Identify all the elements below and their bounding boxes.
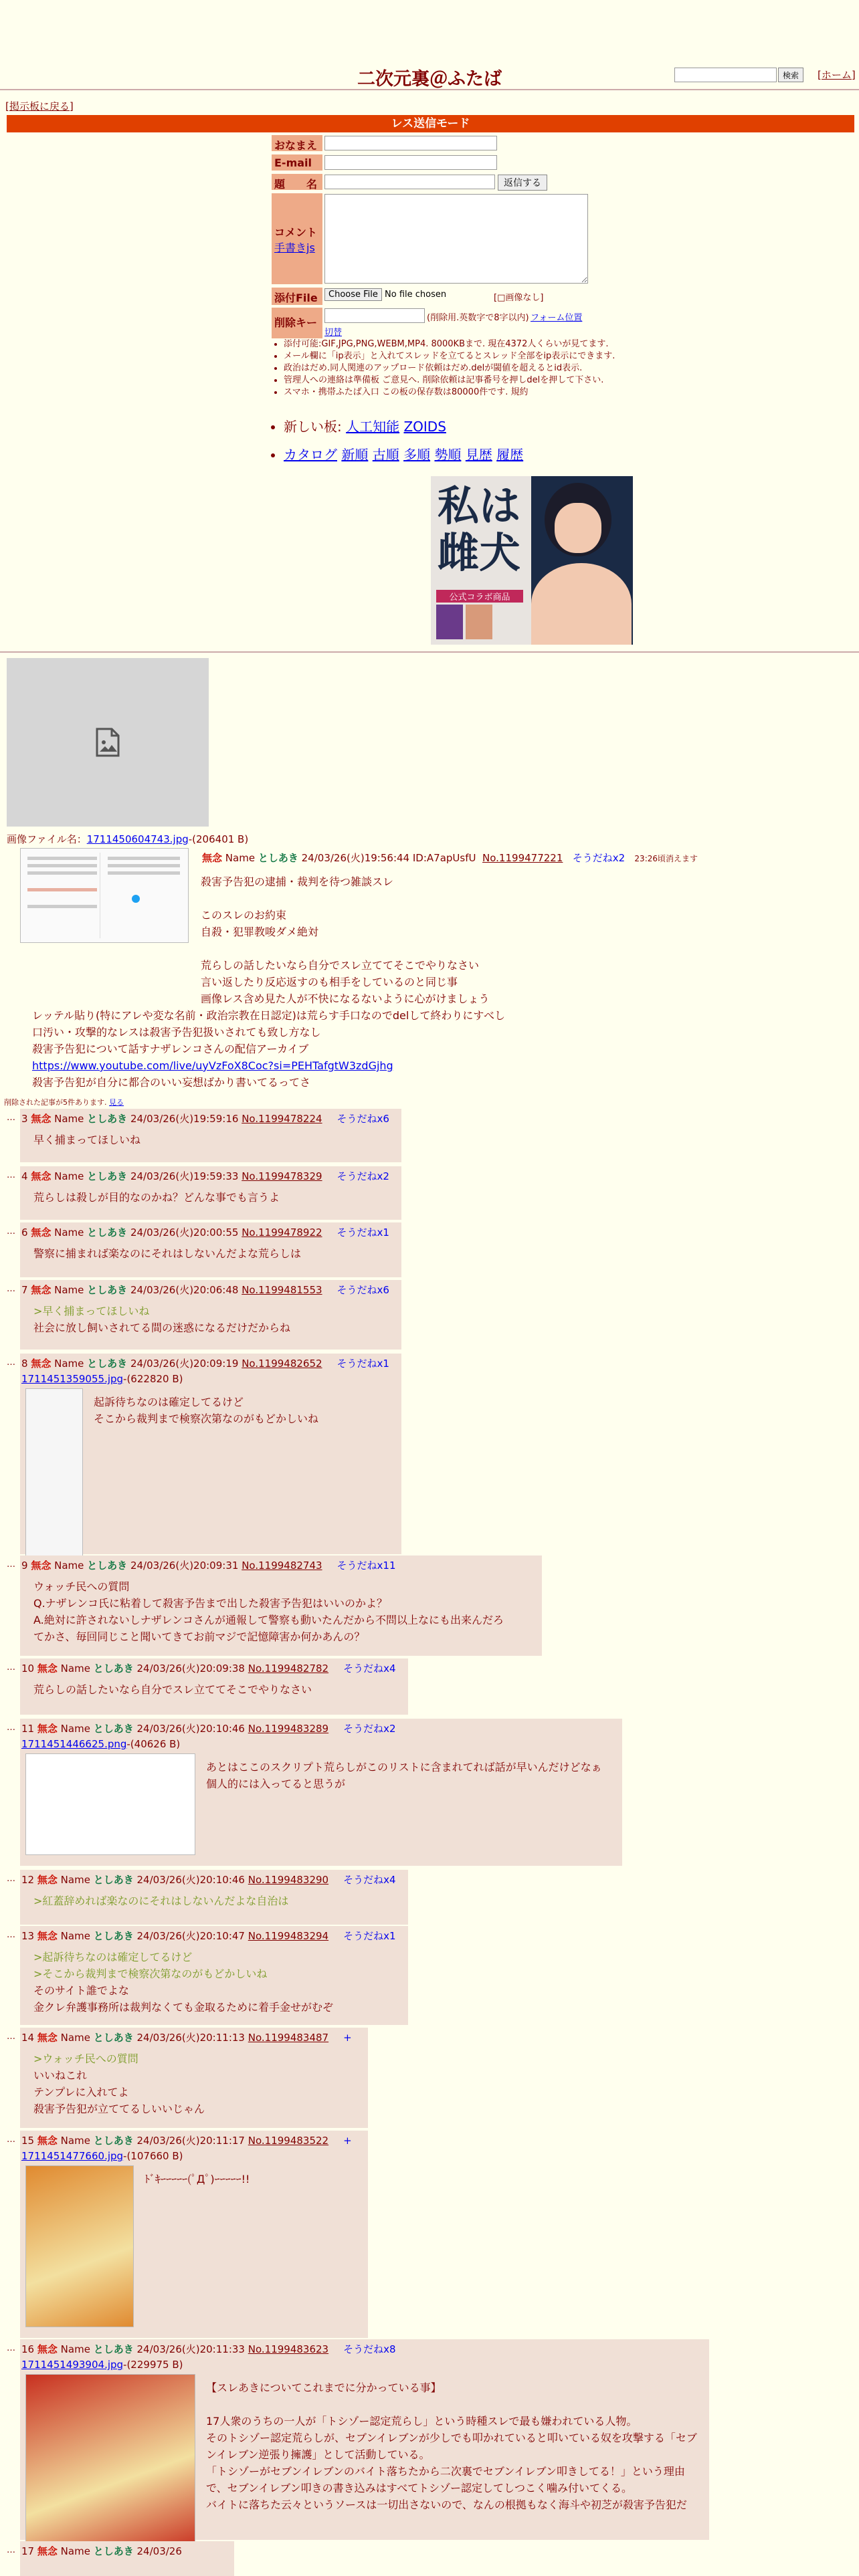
op-header [202, 851, 698, 865]
reply-post [20, 1719, 622, 1866]
reply-datetime: 24/03/26(火)20:00:55 [130, 1226, 239, 1239]
reply-name: としあき [87, 1358, 128, 1370]
op-line: 自殺・犯罪教唆ダメ絶対 [201, 926, 319, 938]
sodane-button[interactable]: そうだねx8 [343, 2343, 396, 2355]
reply-line: 金クレ弁護事務所は裁判なくても金取るために着手金せがむぞ [33, 2001, 334, 2014]
reply-file-size: -(107660 B) [123, 2150, 183, 2162]
reply-file-info [20, 1738, 622, 1750]
choose-file-button[interactable]: Choose File [324, 288, 382, 301]
ad-title-line1: 私は [438, 481, 521, 530]
reply-body [33, 2050, 363, 2117]
catalog-link[interactable]: カタログ [284, 447, 337, 463]
reply-datetime: 24/03/26(火)20:11:33 [136, 2343, 245, 2355]
catalog-nav [272, 444, 523, 463]
op-line [201, 940, 508, 957]
reply-line: ウォッチ民への質問 [33, 1580, 130, 1593]
reply-file-size: -(229975 B) [123, 2359, 183, 2371]
op-image-placeholder[interactable] [7, 658, 209, 827]
op-youtube-link[interactable]: https://www.youtube.com/live/uyVzFoX8Coc?si=PEHTafgtW3zdGjhg [32, 1059, 393, 1072]
reply-name-label: Name [54, 1560, 84, 1572]
show-deleted-link[interactable]: 見る [109, 1098, 124, 1107]
reply-name: としあき [93, 2135, 134, 2147]
ad-banner[interactable] [431, 476, 633, 645]
reply-body [33, 1578, 537, 1645]
reply-body [33, 1303, 396, 1336]
reply-name: としあき [87, 1226, 128, 1239]
name-field[interactable] [324, 136, 497, 150]
comment-label-text: コメント [274, 226, 318, 239]
reply-line: いいねこれ [33, 2069, 88, 2082]
reply-line: >早く捕まってほしいね [33, 1305, 150, 1317]
reply-number[interactable]: No.1199482743 [242, 1560, 322, 1572]
op-file-link[interactable]: 1711450604743.jpg [86, 833, 189, 845]
reply-marker: … [7, 2032, 15, 2042]
ad-product-thumb [466, 605, 492, 639]
reply-name-label: Name [54, 1113, 84, 1125]
op-expire: 23:26頃消えます [634, 854, 698, 863]
note-item: • 政治はだめ.同人関連のアップロード依頼はだめ.delが閾値を超えるとid表示. [284, 362, 618, 374]
reply-name: としあき [93, 1723, 134, 1735]
reply-post [20, 2131, 368, 2338]
name-label: おなまえ [272, 135, 322, 151]
reply-name-label: Name [54, 1284, 84, 1296]
reply-number[interactable]: No.1199483487 [248, 2032, 329, 2044]
reply-subject: 無念 [31, 1170, 52, 1182]
reply-post [20, 2339, 709, 2540]
ad-title-line2: 雌犬 [438, 528, 521, 577]
sodane-button[interactable]: そうだねx1 [343, 1930, 396, 1942]
subject-field[interactable] [324, 175, 495, 189]
submit-reply-button[interactable]: 返信する [498, 175, 547, 191]
search-button[interactable]: 検索 [778, 68, 803, 82]
reply-marker: … [7, 1358, 15, 1368]
reply-index: 6 [21, 1226, 28, 1239]
reply-name-label: Name [60, 2135, 90, 2147]
reply-name: としあき [93, 2545, 134, 2557]
reply-body [33, 1949, 403, 2016]
op-line: 画像レス含め見た人が不快になるないように心がけましょう [201, 992, 490, 1005]
file-label: 添付File [272, 288, 322, 305]
op-line: 殺害予告犯が自分に都合のいい妄想ばかり書いてるってさ [32, 1076, 311, 1089]
sodane-button[interactable]: そうだねx4 [343, 1874, 396, 1886]
reply-post [20, 1280, 401, 1350]
reply-marker: … [7, 1560, 15, 1570]
reply-file-link[interactable]: 1711451477660.jpg [21, 2150, 124, 2162]
reply-line: 【スレあきについてこれまでに分かっている事】 [206, 2381, 442, 2394]
reply-index: 7 [21, 1284, 28, 1296]
reply-line: あとはここのスクリプト荒らしがこのリストに含まれてれば話が早いんだけどなぁ [206, 1761, 602, 1774]
reply-body [33, 1681, 403, 1698]
reply-number[interactable]: No.1199478922 [242, 1226, 322, 1239]
deleted-posts-note [4, 1097, 124, 1107]
reply-datetime: 24/03/26(火)20:10:46 [136, 1723, 245, 1735]
broken-image-icon [94, 728, 121, 757]
email-label: E-mail [272, 154, 322, 171]
reply-subject: 無念 [37, 1723, 58, 1735]
reply-body [33, 1893, 403, 1909]
board-title: 二次元裏＠ふたば [357, 69, 502, 90]
reply-name: としあき [87, 1113, 128, 1125]
reply-datetime: 24/03/26(火)20:11:17 [136, 2135, 245, 2147]
reply-post [20, 1555, 542, 1656]
reply-name-label: Name [54, 1170, 84, 1182]
reply-subject: 無念 [31, 1358, 52, 1370]
reply-datetime: 24/03/26(火)20:09:31 [130, 1560, 239, 1572]
reply-body [94, 1394, 396, 1427]
reply-post [20, 1354, 401, 1554]
reply-body [145, 2171, 363, 2187]
reply-line: 殺害予告犯が立ててるしいいじゃん [33, 2103, 205, 2115]
delete-key-note: (削除用.英数字で8字以内) [427, 313, 529, 323]
reply-index: 3 [21, 1113, 28, 1125]
catalog-nav-item [284, 444, 523, 463]
reply-marker: … [7, 2545, 15, 2555]
op-subject: 無念 [202, 852, 223, 864]
sodane-button[interactable]: そうだねx2 [337, 1170, 389, 1182]
back-to-board-link[interactable]: [掲示板に戻る] [5, 100, 74, 112]
board-notes [272, 338, 618, 399]
op-line: 殺害予告犯の逮捕・裁判を待つ雑談スレ [201, 875, 394, 888]
reply-line: ﾄﾞｷｰｰｰｰｰ(ﾟДﾟ)ｰｰｰｰｰ!! [145, 2173, 250, 2185]
op-line: このスレのお約束 [201, 909, 287, 922]
reply-index: 14 [21, 2032, 35, 2044]
reply-name: としあき [87, 1170, 128, 1182]
reply-number[interactable]: No.1199481553 [242, 1284, 322, 1296]
sodane-button[interactable]: そうだねx6 [337, 1284, 389, 1296]
ad-product-thumb [436, 605, 463, 639]
reply-file-link[interactable]: 1711451446625.png [21, 1738, 127, 1750]
reply-body [206, 2379, 704, 2513]
reply-line: 荒らしの話したいなら自分でスレ立ててそこでやりなさい [33, 1683, 312, 1696]
reply-post [20, 1926, 408, 2025]
reply-post [20, 1109, 401, 1162]
reply-name: としあき [93, 1930, 134, 1942]
reply-datetime: 24/03/26(火)20:11:13 [136, 2032, 245, 2044]
reply-subject: 無念 [31, 1113, 52, 1125]
reply-number[interactable]: No.1199483294 [248, 1930, 329, 1942]
old-order-link[interactable]: 古順 [372, 447, 399, 463]
reply-name-label: Name [60, 1874, 90, 1886]
sodane-button[interactable]: そうだねx2 [343, 1723, 396, 1735]
header-divider [0, 89, 859, 90]
reply-line: >ウォッチ民への質問 [33, 2052, 138, 2065]
reply-name-label: Name [60, 2032, 90, 2044]
op-thumbnail[interactable] [20, 848, 189, 943]
reply-file-size: -(40626 B) [126, 1738, 181, 1750]
reply-line: >そこから裁判まで検察次第なのがもどかしいね [33, 1967, 268, 1980]
reply-post [20, 1870, 408, 1925]
reply-file-link[interactable]: 1711451359055.jpg [21, 1373, 124, 1385]
op-line [201, 890, 508, 907]
reply-name-label: Name [60, 2545, 90, 2557]
reply-body [33, 1132, 396, 1148]
reply-line: 社会に放し飼いされてる間の迷惑になるだけだからね [33, 1321, 291, 1334]
reply-index: 13 [21, 1930, 35, 1942]
reply-datetime: 24/03/26(火)20:10:47 [136, 1930, 245, 1942]
reply-datetime: 24/03/26(火)20:09:19 [130, 1358, 239, 1370]
file-status: No file chosen [385, 290, 447, 300]
sodane-button[interactable]: + [343, 2032, 352, 2044]
ad-divider [0, 651, 859, 653]
reply-subject: 無念 [37, 1662, 58, 1675]
reply-line [206, 2396, 704, 2413]
reply-post [20, 1222, 401, 1277]
op-line: レッテル貼り(特にアレや変な名前・政治宗教在日認定)は荒らす手口なのでdelして終わりにすべし [32, 1009, 506, 1022]
reply-file-link[interactable]: 1711451493904.jpg [21, 2359, 124, 2371]
note-item: • 管理人への連絡は準備板 ご意見へ. 削除依頼は記事番号を押しdelを押して下さい. [284, 374, 618, 387]
reply-marker: … [7, 1226, 15, 1237]
subject-label: 題 名 [272, 174, 322, 190]
reply-name-label: Name [54, 1358, 84, 1370]
reply-datetime: 24/03/26 [136, 2545, 182, 2557]
op-line: 殺害予告犯について話すナザレンコさんの配信アーカイブ [32, 1043, 309, 1055]
op-file-size: -(206401 B) [188, 833, 249, 845]
reply-line: >紅蓋辞めれば楽なのにそれはしないんだよな自治は [33, 1895, 289, 1907]
reply-line: 早く捕まってほしいね [33, 1134, 141, 1146]
reply-name-label: Name [54, 1226, 84, 1239]
reply-thumbnail[interactable] [25, 1388, 83, 1557]
reply-name: としあき [93, 2032, 134, 2044]
reply-number[interactable]: No.1199483289 [248, 1723, 329, 1735]
form-position-link[interactable]: フォーム位置 [531, 313, 583, 323]
reply-thumbnail[interactable] [25, 2165, 134, 2327]
reply-datetime: 24/03/26(火)19:59:16 [130, 1113, 239, 1125]
reply-name: としあき [87, 1284, 128, 1296]
op-body-bottom [32, 1007, 527, 1091]
reply-name: としあき [93, 1874, 134, 1886]
reply-subject: 無念 [37, 1930, 58, 1942]
reply-subject: 無念 [37, 2032, 58, 2044]
comment-textarea[interactable] [324, 194, 588, 284]
reply-number[interactable]: No.1199482782 [248, 1662, 329, 1675]
handwrite-link[interactable]: 手書きjs [274, 241, 315, 254]
board-link-ai[interactable]: 人工知能 [346, 419, 400, 435]
reply-marker: … [7, 1930, 15, 1940]
delete-key-label: 削除キー [272, 308, 322, 338]
reply-line: 起訴待ちなのは確定してるけど [94, 1396, 244, 1408]
file-input[interactable] [324, 290, 446, 300]
sodane-button[interactable]: そうだねx6 [337, 1113, 389, 1125]
reply-line: そこから裁判まで検察次第なのがもどかしいね [94, 1412, 319, 1425]
reply-mode-banner: レス送信モード [7, 115, 854, 132]
op-line: 荒らしの話したいなら自分でスレ立ててそこでやりなさい [201, 959, 480, 972]
reply-marker: … [7, 1662, 15, 1673]
reply-number[interactable]: No.1199483522 [248, 2135, 329, 2147]
note-item: • スマホ・携帯ふたば入口 この板の保存数は80000件です. 規約 [284, 387, 618, 399]
op-name-label: Name [225, 852, 256, 864]
reply-line: テンプレに入れてよ [33, 2086, 129, 2099]
reply-subject: 無念 [37, 2135, 58, 2147]
sodane-button[interactable]: + [343, 2135, 352, 2147]
op-body-top [201, 873, 508, 1007]
toggle-link[interactable]: 切替 [324, 328, 343, 338]
view-history-link[interactable]: 見歴 [465, 447, 492, 463]
reply-index: 10 [21, 1662, 35, 1675]
reply-number[interactable]: No.1199478329 [242, 1170, 322, 1182]
reply-name-label: Name [60, 2343, 90, 2355]
op-id: ID:A7apUsfU [412, 852, 476, 864]
reply-post [20, 1658, 408, 1715]
reply-post [20, 1166, 401, 1220]
momentum-order-link[interactable]: 勢順 [434, 447, 462, 463]
reply-post [20, 2541, 234, 2576]
op-file-info [7, 832, 248, 846]
reply-marker: … [7, 1723, 15, 1733]
sodane-button[interactable]: そうだねx1 [337, 1226, 389, 1239]
many-order-link[interactable]: 多順 [403, 447, 431, 463]
email-field[interactable] [324, 155, 497, 170]
reply-line: >起訴待ちなのは確定してるけど [33, 1951, 193, 1963]
reply-number[interactable]: No.1199478224 [242, 1113, 322, 1125]
reply-subject: 無念 [37, 2545, 58, 2557]
comment-label [272, 193, 322, 284]
reply-index: 8 [21, 1358, 28, 1370]
reply-subject: 無念 [31, 1560, 52, 1572]
reply-marker: … [7, 1284, 15, 1294]
reply-name-label: Name [60, 1930, 90, 1942]
sodane-button[interactable]: そうだねx4 [343, 1662, 396, 1675]
reply-line: 荒らしは殺しが目的なのかね？どんな事でも言うよ [33, 1191, 280, 1204]
ad-character-face [555, 503, 601, 553]
reply-number[interactable]: No.1199483623 [248, 2343, 329, 2355]
reply-index: 4 [21, 1170, 28, 1182]
deleted-posts-text: 削除された記事が5件あります. [4, 1098, 107, 1107]
reply-file-size: -(622820 B) [123, 1373, 183, 1385]
reply-thumbnail[interactable] [25, 1753, 195, 1855]
reply-marker: … [7, 1113, 15, 1123]
ad-subtitle: 公式コラボ商品 [436, 590, 523, 603]
reply-datetime: 24/03/26(火)19:59:33 [130, 1170, 239, 1182]
reply-line: A.絶対に許されないしナザレンコさんが通報して警察も動いたんだから不問以上なにも出来んだろ [33, 1614, 504, 1626]
sodane-button[interactable]: そうだねx11 [337, 1560, 396, 1572]
reply-marker: … [7, 1170, 15, 1180]
reply-subject: 無念 [37, 2343, 58, 2355]
reply-subject: 無念 [31, 1284, 52, 1296]
home-link[interactable]: [ホーム] [818, 69, 856, 81]
reply-subject: 無念 [37, 1874, 58, 1886]
reply-name: としあき [87, 1560, 128, 1572]
reply-name-label: Name [60, 1723, 90, 1735]
op-line: 言い返したり反応返すのも相手をしているのと同じ事 [201, 976, 458, 988]
reply-number[interactable]: No.1199483290 [248, 1874, 329, 1886]
reply-datetime: 24/03/26(火)20:09:38 [136, 1662, 245, 1675]
note-item: • メール欄に「ip表示」と入れてスレッドを立てるとスレッド全部をip表示にできます. [284, 350, 618, 362]
reply-index: 11 [21, 1723, 35, 1735]
reply-marker: … [7, 2343, 15, 2353]
reply-name: としあき [93, 2343, 134, 2355]
reply-line: そのサイト誰でよな [33, 1984, 129, 1997]
ad-title [438, 483, 520, 576]
delete-key-field[interactable] [324, 308, 425, 323]
sodane-button[interactable]: そうだねx1 [337, 1358, 389, 1370]
no-image-checkbox[interactable]: [□画像なし] [494, 293, 544, 303]
reply-line: バイトに落ちた云々というソースは一切出さないので、なんの根拠もなく海斗や初芝が殺害予告犯だ [206, 2498, 687, 2511]
reply-datetime: 24/03/26(火)20:10:46 [136, 1874, 245, 1886]
reply-name: としあき [93, 1662, 134, 1675]
reply-line: Q.ナザレンコ氏に粘着して殺害予告まで出した殺害予告犯はいいのかよ？ [33, 1597, 387, 1610]
history-link[interactable]: 履歴 [496, 447, 524, 463]
reply-index: 12 [21, 1874, 35, 1886]
reply-line: 警察に捕まれば楽なのにそれはしないんだよな荒らしは [33, 1247, 302, 1260]
board-link-zoids[interactable]: ZOIDS [403, 419, 446, 435]
reply-subject: 無念 [31, 1226, 52, 1239]
reply-line: そのトシゾー認定荒らしが、セブンイレブンが少しでも叩かれていると叩いている奴を攻撃する「セブンイレブン逆張り擁護」として活動している。 [206, 2432, 697, 2461]
reply-index: 15 [21, 2135, 35, 2147]
search-input[interactable] [674, 68, 777, 82]
reply-index: 16 [21, 2343, 35, 2355]
note-item: • 添付可能:GIF,JPG,PNG,WEBM,MP4. 8000KBまで. 現在4372人くらいが見てます. [284, 338, 618, 350]
reply-marker: … [7, 1874, 15, 1884]
reply-index: 9 [21, 1560, 28, 1572]
op-name: としあき [258, 852, 298, 864]
reply-marker: … [7, 2135, 15, 2145]
reply-thumbnail[interactable] [25, 2374, 195, 2549]
reply-body [33, 1245, 396, 1262]
reply-line: 17人衆のうちの一人が「トシゾー認定荒らし」という時種スレで最も嫌われている人物。 [206, 2415, 638, 2428]
reply-line: てかさ、毎回同じこと聞いてきてお前マジで記憶障害か何かあんの？ [33, 1630, 365, 1643]
reply-file-info [20, 2359, 709, 2371]
reply-body [206, 1759, 617, 1792]
op-thumb-right [105, 853, 183, 938]
op-datetime: 24/03/26(火)19:56:44 [301, 852, 410, 864]
reply-datetime: 24/03/26(火)20:06:48 [130, 1284, 239, 1296]
reply-post [20, 2028, 368, 2128]
reply-index: 17 [21, 2545, 35, 2557]
reply-file-info [20, 1373, 401, 1385]
new-order-link[interactable]: 新順 [341, 447, 369, 463]
reply-body [33, 1189, 396, 1206]
new-board-item [284, 416, 446, 435]
op-sodane[interactable]: そうだねx2 [572, 852, 626, 864]
op-file-label: 画像ファイル名： [7, 833, 87, 845]
reply-line: 個人的には入ってると思うが [206, 1778, 346, 1790]
reply-file-info [20, 2150, 368, 2162]
op-thumb-left [25, 853, 100, 938]
reply-line: 「トシゾーがセブンイレブンのバイト落ちたから二次裏でセブンイレブン叩きしてる！」という理由で、セブンイレブン叩きの書き込みはすべてトシゾー認定してしつこく噛み付いてくる。 [206, 2465, 685, 2494]
op-line: 口汚い・攻撃的なレスは殺害予告犯扱いされても致し方なし [32, 1026, 321, 1039]
ad-character-body [531, 563, 632, 645]
op-number[interactable]: No.1199477221 [482, 852, 563, 864]
new-board-label: 新しい板: [284, 419, 342, 435]
reply-name-label: Name [60, 1662, 90, 1675]
reply-number[interactable]: No.1199482652 [242, 1358, 322, 1370]
new-board-list [272, 416, 446, 435]
